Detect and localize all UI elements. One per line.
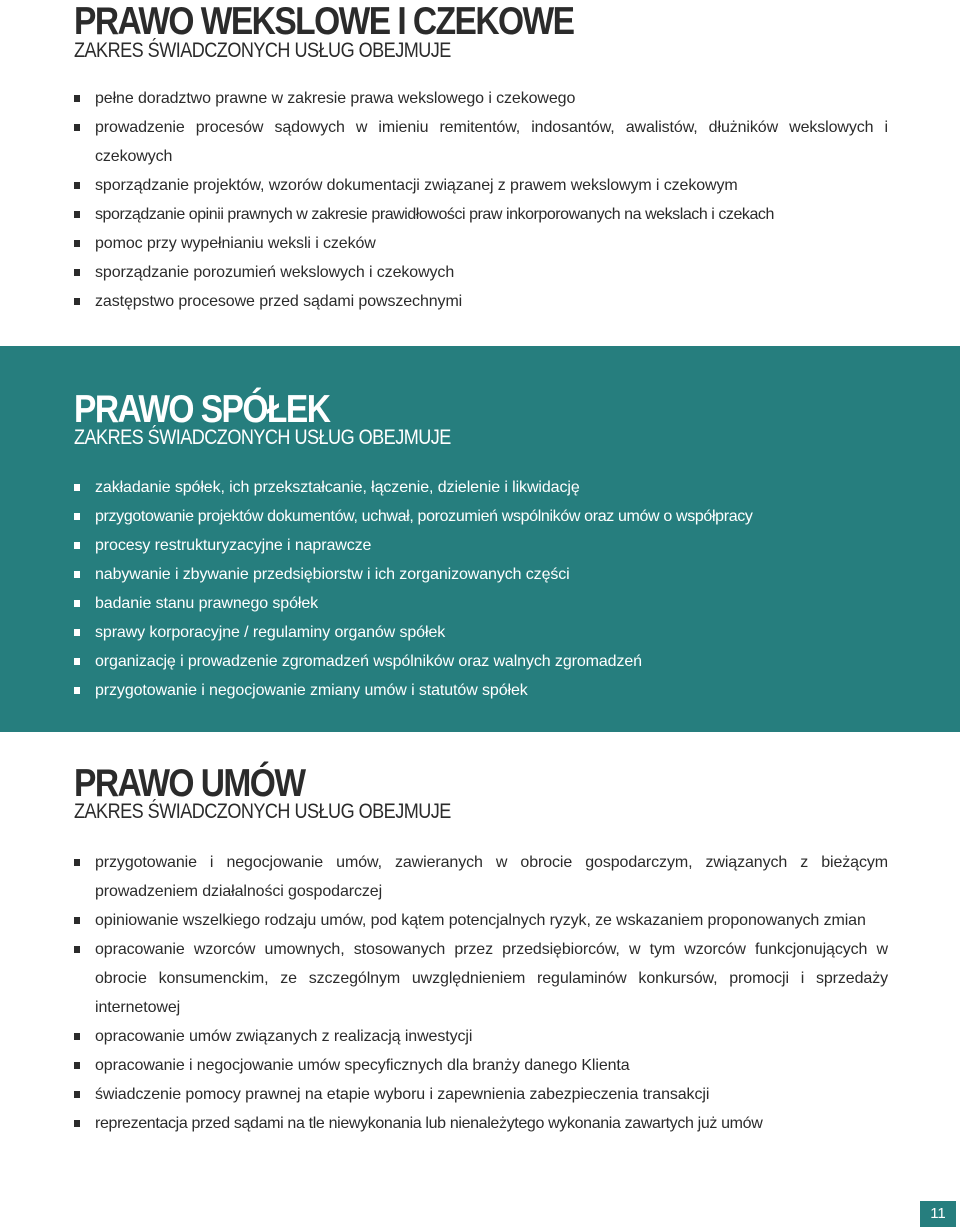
list-item: badanie stanu prawnego spółek — [74, 589, 888, 618]
list-item: organizację i prowadzenie zgromadzeń wspólników oraz walnych zgromadzeń — [74, 647, 888, 676]
list-item: opracowanie i negocjowanie umów specyficznych dla branży danego Klienta — [74, 1051, 888, 1080]
list-item: sporządzanie projektów, wzorów dokumentacji związanej z prawem wekslowym i czekowym — [74, 171, 888, 200]
section-subtitle: ZAKRES ŚWIADCZONYCH USŁUG OBEJMUJE — [74, 39, 451, 62]
list-item: opracowanie umów związanych z realizacją inwestycji — [74, 1022, 888, 1051]
square-bullet-icon — [74, 95, 80, 102]
list-item: opracowanie wzorców umownych, stosowanych przez przedsiębiorców, w tym wzorców funkcjonujących w obrocie konsumenckim, ze szczególnym uwzględnieniem regulaminów konkursów, promocji i sprzedaży internetowej — [74, 935, 888, 1022]
section-title: PRAWO SPÓŁEK — [74, 388, 330, 431]
services-list — [74, 848, 888, 1138]
square-bullet-icon — [74, 658, 80, 665]
square-bullet-icon — [74, 859, 80, 866]
section-subtitle: ZAKRES ŚWIADCZONYCH USŁUG OBEJMUJE — [74, 426, 451, 449]
list-item: sporządzanie porozumień wekslowych i czekowych — [74, 258, 888, 287]
section-subtitle: ZAKRES ŚWIADCZONYCH USŁUG OBEJMUJE — [74, 800, 451, 823]
list-item: reprezentacja przed sądami na tle niewykonania lub nienależytego wykonania zawartych już umów — [74, 1109, 888, 1138]
list-item: sporządzanie opinii prawnych w zakresie prawidłowości praw inkorporowanych na wekslach i czekach — [74, 200, 888, 229]
square-bullet-icon — [74, 687, 80, 694]
square-bullet-icon — [74, 1120, 80, 1127]
square-bullet-icon — [74, 571, 80, 578]
list-item: przygotowanie projektów dokumentów, uchwał, porozumień wspólników oraz umów o współpracy — [74, 502, 888, 531]
list-item: prowadzenie procesów sądowych w imieniu remitentów, indosantów, awalistów, dłużników wekslowych i czekowych — [74, 113, 888, 171]
section-prawo-umow — [0, 732, 960, 1230]
square-bullet-icon — [74, 600, 80, 607]
square-bullet-icon — [74, 629, 80, 636]
section-title: PRAWO UMÓW — [74, 762, 305, 805]
square-bullet-icon — [74, 1091, 80, 1098]
list-item: nabywanie i zbywanie przedsiębiorstw i ich zorganizowanych części — [74, 560, 888, 589]
section-prawo-spolek — [0, 346, 960, 732]
square-bullet-icon — [74, 124, 80, 131]
square-bullet-icon — [74, 542, 80, 549]
list-item: procesy restrukturyzacyjne i naprawcze — [74, 531, 888, 560]
list-item: przygotowanie i negocjowanie umów, zawieranych w obrocie gospodarczym, związanych z bieżącym prowadzeniem działalności gospodarczej — [74, 848, 888, 906]
square-bullet-icon — [74, 1033, 80, 1040]
list-item: pomoc przy wypełnianiu weksli i czeków — [74, 229, 888, 258]
services-list — [74, 473, 888, 705]
square-bullet-icon — [74, 1062, 80, 1069]
list-item: zastępstwo procesowe przed sądami powszechnymi — [74, 287, 888, 316]
list-item: zakładanie spółek, ich przekształcanie, łączenie, dzielenie i likwidację — [74, 473, 888, 502]
list-item: sprawy korporacyjne / regulaminy organów spółek — [74, 618, 888, 647]
square-bullet-icon — [74, 240, 80, 247]
list-item: pełne doradztwo prawne w zakresie prawa wekslowego i czekowego — [74, 84, 888, 113]
square-bullet-icon — [74, 484, 80, 491]
square-bullet-icon — [74, 298, 80, 305]
square-bullet-icon — [74, 269, 80, 276]
section-title: PRAWO WEKSLOWE I CZEKOWE — [74, 0, 574, 43]
square-bullet-icon — [74, 182, 80, 189]
list-item: świadczenie pomocy prawnej na etapie wyboru i zapewnienia zabezpieczenia transakcji — [74, 1080, 888, 1109]
list-item: przygotowanie i negocjowanie zmiany umów i statutów spółek — [74, 676, 888, 705]
page-number: 11 — [920, 1201, 956, 1227]
square-bullet-icon — [74, 513, 80, 520]
services-list — [74, 84, 888, 316]
square-bullet-icon — [74, 917, 80, 924]
list-item: opiniowanie wszelkiego rodzaju umów, pod kątem potencjalnych ryzyk, ze wskazaniem proponowanych zmian — [74, 906, 888, 935]
square-bullet-icon — [74, 211, 80, 218]
square-bullet-icon — [74, 946, 80, 953]
section-prawo-wekslowe — [0, 0, 960, 346]
